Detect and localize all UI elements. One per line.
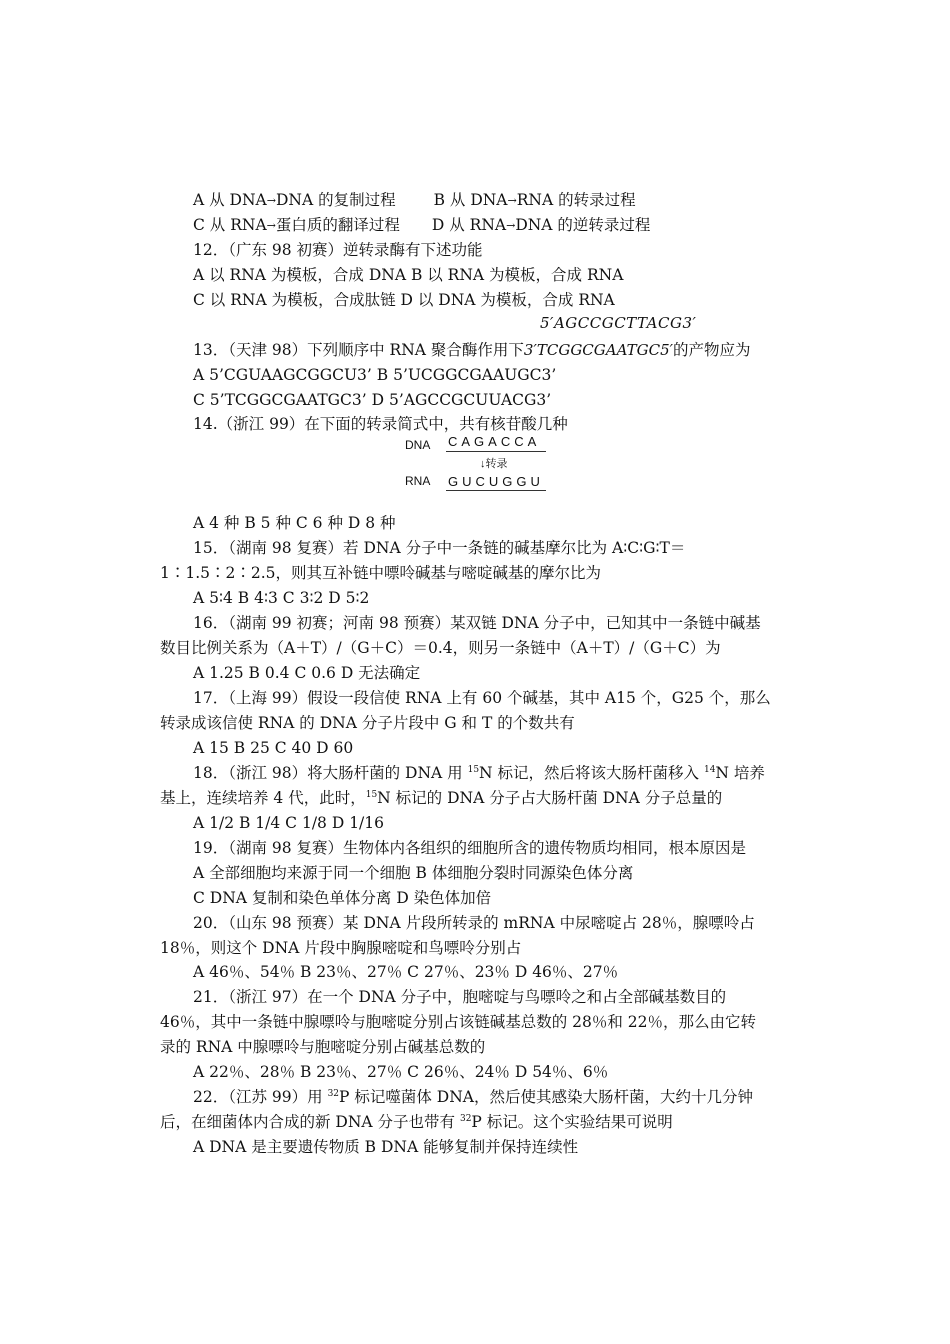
q11-option-a: A 从 DNA→DNA 的复制过程 [193, 191, 396, 209]
q22-stem-line1: 22．（江苏 99）用 $^{32}$P 标记噬菌体 DNA，然后使其感染大肠杆菌，大约十几分钟 [193, 1088, 753, 1106]
q16-options: A 1.25 B 0.4 C 0.6 D 无法确定 [193, 664, 421, 682]
q15-options: A 5∶4 B 4∶3 C 3∶2 D 5∶2 [193, 589, 370, 607]
q18-options: A 1/2 B 1/4 C 1/8 D 1/16 [193, 814, 385, 832]
q12-options-cd: C 以 RNA 为模板，合成肽链 D 以 DNA 为模板，合成 RNA [193, 291, 615, 309]
dna-underline [446, 451, 546, 452]
q21-options: A 22％、28％ B 23％、27％ C 26％、24％ D 54％、6％ [193, 1063, 609, 1081]
q19-stem: 19．（湖南 98 复赛）生物体内各组织的细胞所含的遗传物质均相同，根本原因是 [193, 839, 747, 857]
q20-options: A 46％、54％ B 23％、27％ C 27％、23％ D 46％、27％ [193, 963, 619, 981]
q18-stem-line1: 18．（浙江 98）将大肠杆菌的 DNA 用 $^{15}$N 标记，然后将该大肠杆菌移入 $^{14}$N 培养 [193, 764, 765, 782]
q17-options: A 15 B 25 C 40 D 60 [193, 739, 354, 757]
q20-stem-line2: 18％，则这个 DNA 片段中胸腺嘧啶和鸟嘌呤分别占 [160, 939, 522, 957]
dna-label: DNA [405, 438, 431, 452]
q21-stem-line2: 46％，其中一条链中腺嘌呤与胞嘧啶分别占该链碱基总数的 28％和 22％，那么由它转 [160, 1013, 757, 1031]
q14-options: A 4 种 B 5 种 C 6 种 D 8 种 [193, 514, 396, 532]
q16-stem-line1: 16．（湖南 99 初赛；河南 98 预赛）某双链 DNA 分子中，已知其中一条链中碱基 [193, 614, 761, 632]
q21-stem-line3: 录的 RNA 中腺嘌呤与胞嘧啶分别占碱基总数的 [160, 1038, 486, 1056]
q17-stem-line1: 17．（上海 99）假设一段信使 RNA 上有 60 个碱基，其中 A15 个，G25 个，那么 [193, 689, 771, 707]
q22-stem-line2: 后，在细菌体内合成的新 DNA 分子也带有 $^{32}$P 标记。这个实验结果可说明 [160, 1113, 673, 1131]
q11-option-c: C 从 RNA→蛋白质的翻译过程 [193, 216, 400, 234]
q21-stem-line1: 21．（浙江 97）在一个 DNA 分子中，胞嘧啶与鸟嘌呤之和占全部碱基数目的 [193, 988, 727, 1006]
q13-template-top: 5′AGCCGCTTACG3′ [540, 314, 697, 332]
q12-options-ab: A 以 RNA 为模板，合成 DNA B 以 RNA 为模板，合成 RNA [193, 266, 624, 284]
rna-sequence: GUCUGGU [448, 474, 544, 489]
dna-sequence: CAGACCA [448, 434, 541, 449]
arrow-icon: → [266, 194, 276, 207]
q19-options-cd: C DNA 复制和染色单体分离 D 染色体加倍 [193, 889, 492, 907]
q13-options-ab: A 5’CGUAAGCGGCU3’ B 5’UCGGCGAAUGC3’ [193, 366, 557, 384]
q12-stem: 12．（广东 98 初赛）逆转录酶有下述功能 [193, 241, 483, 259]
q13-options-cd: C 5’TCGGCGAATGC3’ D 5’AGCCGCUUACG3’ [193, 391, 552, 409]
q18-stem-line2: 基上，连续培养 4 代，此时，$^{15}$N 标记的 DNA 分子占大肠杆菌 DNA 分子总量的 [160, 789, 723, 807]
q16-stem-line2: 数目比例关系为（A＋T）/（G＋C）＝0.4，则另一条链中（A＋T）/（G＋C）为 [160, 639, 721, 657]
q11-option-b: B 从 DNA→RNA 的转录过程 [433, 191, 636, 209]
arrow-icon: → [266, 219, 276, 232]
q15-stem-line2: 1∶1.5∶2∶2.5，则其互补链中嘌呤碱基与嘧啶碱基的摩尔比为 [160, 564, 602, 582]
q13-template-bottom: 3′TCGGCGAATGC5′ [523, 341, 674, 359]
q15-stem-line1: 15．（湖南 98 复赛）若 DNA 分子中一条链的碱基摩尔比为 A∶C∶G∶T＝ [193, 539, 686, 557]
q22-options-ab: A DNA 是主要遗传物质 B DNA 能够复制并保持连续性 [193, 1138, 579, 1156]
q11-options-ab [193, 190, 636, 211]
rna-underline [446, 490, 546, 491]
q19-options-ab: A 全部细胞均来源于同一个细胞 B 体细胞分裂时同源染色体分离 [193, 864, 634, 882]
q20-stem-line1: 20．（山东 98 预赛）某 DNA 片段所转录的 mRNA 中尿嘧啶占 28％，腺嘌呤占 [193, 914, 755, 932]
q11-options-cd [193, 215, 650, 236]
q13-stem: 13．（天津 98）下列顺序中 RNA 聚合酶作用下3′TCGGCGAATGC5′的产物应为 [193, 341, 751, 359]
q17-stem-line2: 转录成该信使 RNA 的 DNA 分子片段中 G 和 T 的个数共有 [160, 714, 575, 732]
arrow-icon: → [506, 219, 516, 232]
q14-stem: 14.（浙江 99）在下面的转录简式中，共有核苷酸几种 [193, 415, 568, 433]
rna-label: RNA [405, 474, 431, 488]
transcribe-arrow-icon: ↓转录 [480, 458, 508, 470]
q11-option-d: D 从 RNA→DNA 的逆转录过程 [431, 216, 651, 234]
arrow-icon: → [507, 194, 517, 207]
